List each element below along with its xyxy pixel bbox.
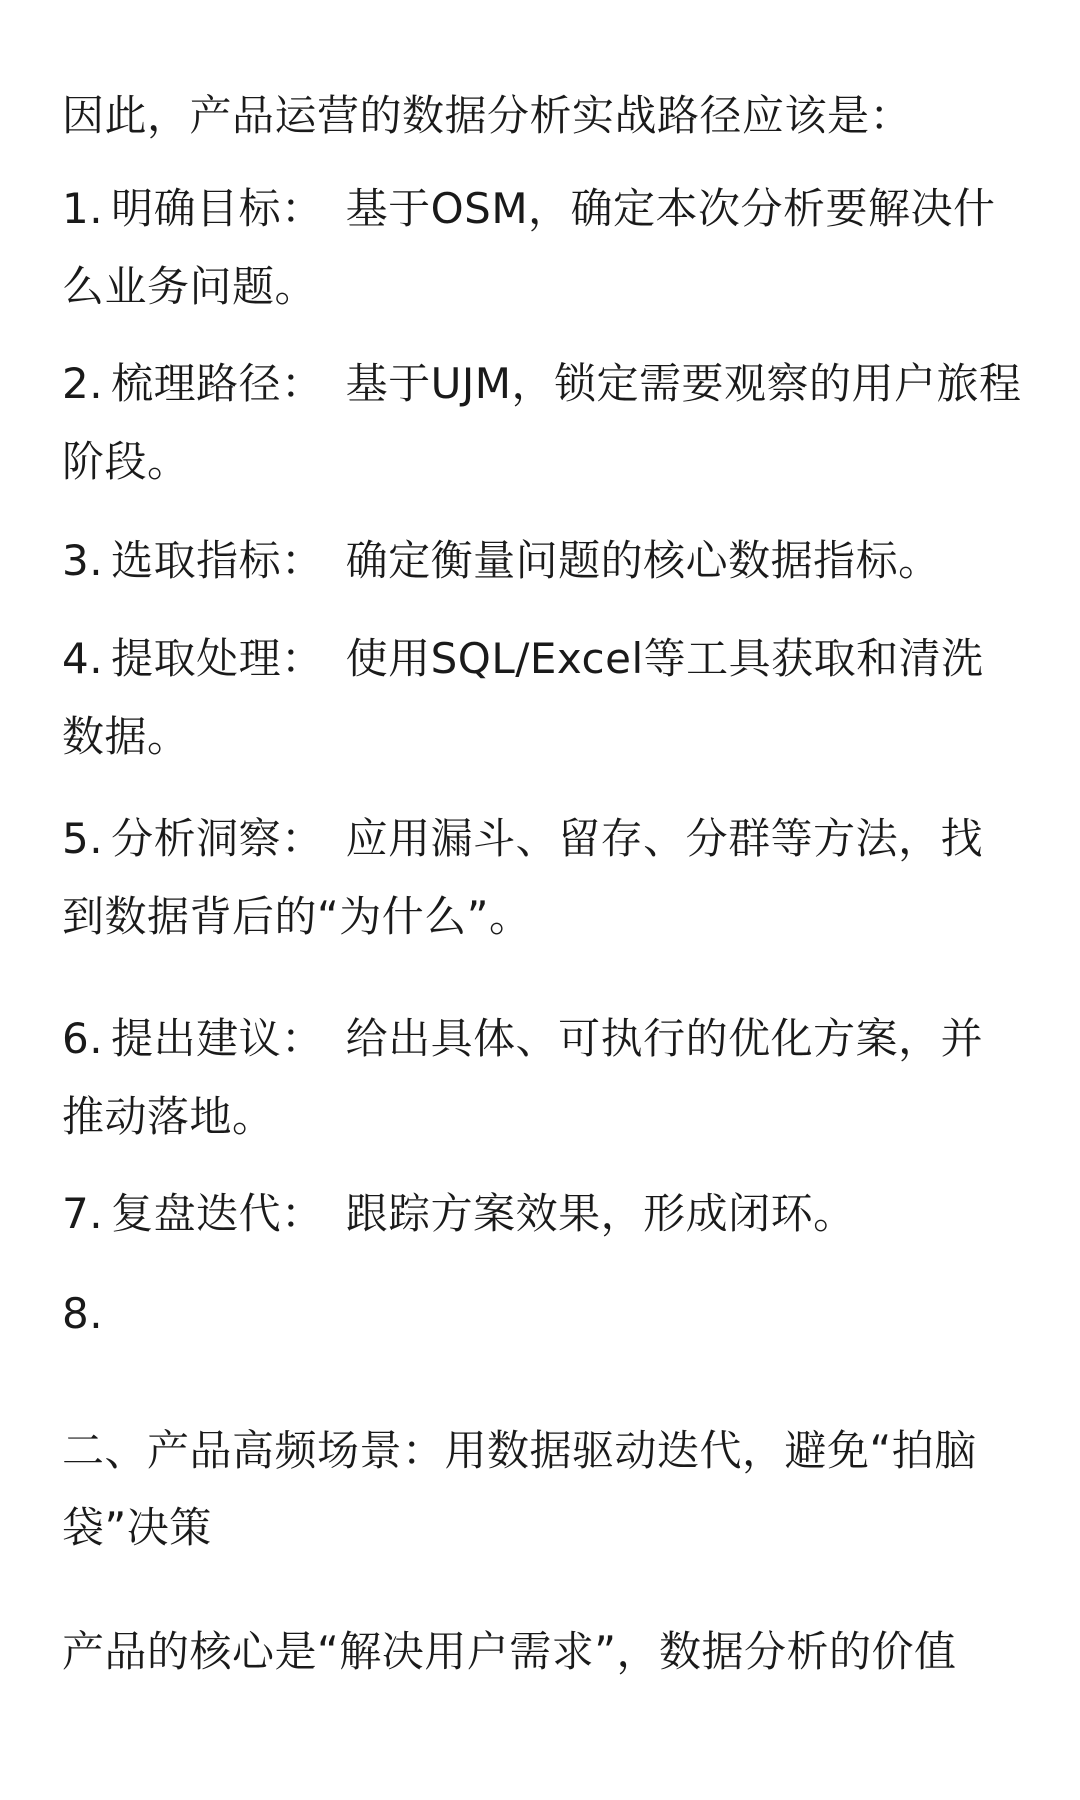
step-number: 3. — [62, 536, 104, 585]
step-text: 给出具体、可执行的优化方案，并推动落地。 — [62, 1014, 984, 1141]
step-label: 提取处理： — [111, 634, 324, 683]
step-label: 梳理路径： — [111, 359, 324, 408]
step-number: 7. — [62, 1189, 104, 1238]
step-label: 选取指标： — [111, 536, 324, 585]
step-number: 2. — [62, 359, 104, 408]
step-number: 5. — [62, 814, 104, 863]
step-3 — [62, 522, 1022, 600]
section-heading-line-1: 二、产品高频场景：用数据驱动迭代，避免“拍脑 — [62, 1426, 977, 1475]
step-text: 确定衡量问题的核心数据指标。 — [345, 536, 941, 585]
step-7 — [62, 1175, 1022, 1253]
step-number: 1. — [62, 184, 104, 233]
step-number: 8. — [62, 1289, 104, 1338]
step-label: 分析洞察： — [111, 814, 324, 863]
step-number: 6. — [62, 1014, 104, 1063]
step-2 — [62, 345, 1022, 501]
step-5 — [62, 800, 1022, 956]
intro-paragraph: 因此，产品运营的数据分析实战路径应该是： — [62, 91, 913, 140]
step-1 — [62, 170, 1022, 326]
step-label: 明确目标： — [111, 184, 324, 233]
step-text: 使用SQL/Excel等工具获取和清洗数据。 — [62, 634, 984, 761]
step-text: 基于OSM，确定本次分析要解决什么业务问题。 — [62, 184, 996, 311]
step-text: 应用漏斗、留存、分群等方法，找到数据背后的“为什么”。 — [62, 814, 984, 941]
step-number: 4. — [62, 634, 104, 683]
step-4 — [62, 620, 1022, 776]
closing-paragraph: 产品的核心是“解决用户需求”，数据分析的价值 — [62, 1627, 957, 1676]
step-label: 提出建议： — [111, 1014, 324, 1063]
step-text: 基于UJM，锁定需要观察的用户旅程阶段。 — [62, 359, 1022, 486]
step-6 — [62, 1000, 1022, 1156]
step-text: 跟踪方案效果，形成闭环。 — [345, 1189, 856, 1238]
section-heading-line-2: 袋”决策 — [62, 1503, 212, 1552]
step-label: 复盘迭代： — [111, 1189, 324, 1238]
step-8 — [62, 1275, 1022, 1353]
